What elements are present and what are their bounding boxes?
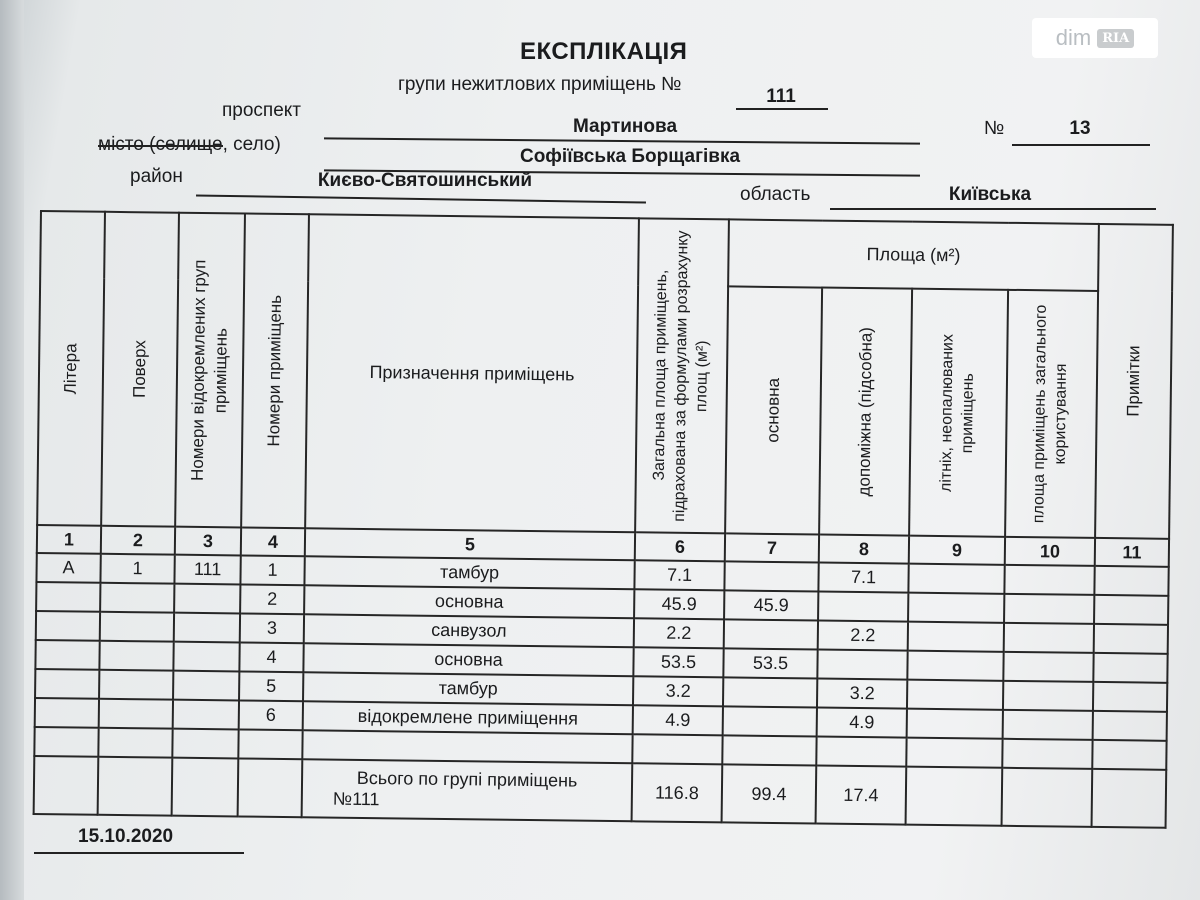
cell-empty (1002, 739, 1092, 769)
column-number: 9 (909, 536, 1005, 565)
region-underline (830, 208, 1156, 210)
cell-empty (238, 758, 303, 817)
district-underline (196, 194, 646, 203)
totals-main: 99.4 (722, 764, 817, 823)
cell-total: 7.1 (634, 560, 724, 590)
column-number: 4 (241, 527, 305, 556)
cell-empty (98, 757, 173, 816)
cell-litera (35, 669, 99, 699)
cell-empty (172, 729, 238, 759)
cell-empty (632, 734, 722, 764)
cell-group (174, 613, 240, 643)
street-no-label: № (984, 118, 1005, 139)
cell-litera (35, 698, 99, 728)
cell-room: 6 (239, 700, 303, 730)
cell-empty (1092, 740, 1166, 770)
cell-floor (99, 641, 173, 671)
cell-litera (36, 611, 100, 641)
cell-main (724, 561, 818, 591)
cell-empty (1004, 565, 1094, 595)
cell-aux: 4.9 (817, 708, 907, 738)
header-groups (175, 213, 245, 528)
header-floor (101, 212, 179, 527)
cell-empty (908, 593, 1004, 623)
cell-empty (1003, 681, 1093, 711)
cell-empty (1093, 711, 1167, 741)
cell-empty (1092, 769, 1167, 828)
street-name: Мартинова (572, 116, 678, 137)
cell-aux: 7.1 (818, 563, 908, 593)
cell-floor (99, 670, 173, 700)
header-aux-text: допоміжна (підсобна) (854, 326, 876, 497)
paper-edge (0, 0, 24, 900)
cell-total: 2.2 (634, 618, 724, 648)
header-notes (1095, 224, 1173, 539)
cell-aux (818, 592, 908, 622)
cell-total: 4.9 (633, 705, 723, 735)
header-total-area-text: Загальна площа приміщень, підрахована за формулами розрахунку площ (м²) (650, 230, 711, 522)
column-number: 2 (101, 526, 175, 555)
column-number: 5 (305, 528, 635, 560)
header-total-area (635, 218, 729, 533)
date-underline (34, 852, 244, 854)
cell-purpose: санвузол (304, 614, 634, 647)
column-number: 6 (635, 532, 725, 561)
column-number: 1 (37, 525, 101, 554)
cell-main (724, 619, 818, 649)
cell-empty (816, 737, 906, 767)
cell-empty (1003, 652, 1093, 682)
cell-purpose: тамбур (303, 672, 633, 705)
column-number: 11 (1095, 538, 1169, 567)
cell-empty (1003, 710, 1093, 740)
watermark-ria: RIA (1097, 29, 1134, 48)
settlement-label-struck (98, 134, 223, 155)
settlement-name: Софіївська Борщагівка (519, 146, 741, 167)
totals-label (302, 759, 633, 821)
cell-empty (302, 730, 632, 763)
cell-litera: А (36, 553, 100, 583)
cell-group (174, 584, 240, 614)
header-aux (819, 288, 912, 536)
cell-total: 45.9 (634, 589, 724, 619)
cell-empty (906, 767, 1003, 826)
cell-floor (100, 612, 174, 642)
document-title: ЕКСПЛІКАЦІЯ (520, 38, 688, 65)
column-number: 7 (725, 533, 819, 562)
cell-room: 4 (239, 642, 303, 672)
cell-floor (100, 583, 174, 613)
header-litera-text: Літера (60, 342, 81, 394)
cell-empty (172, 758, 239, 817)
cell-group: 111 (174, 555, 240, 585)
settlement-label-struck-text: місто (селище (98, 134, 223, 155)
header-groups-text: Номери відокремлених груп приміщень (187, 259, 231, 481)
header-row-top (40, 211, 1173, 292)
cell-purpose: тамбур (304, 556, 634, 589)
settlement-label-rest: , село) (222, 134, 281, 155)
group-underline (736, 108, 828, 110)
cell-empty (34, 727, 98, 757)
cell-main: 45.9 (724, 590, 818, 620)
header-main (725, 287, 822, 535)
header-common (1005, 290, 1098, 538)
header-floor-text: Поверх (129, 340, 150, 399)
cell-purpose: відокремлене приміщення (303, 701, 633, 734)
cell-empty (908, 622, 1004, 652)
column-number: 10 (1005, 537, 1095, 566)
street-no: 13 (1069, 118, 1091, 139)
cell-empty (1094, 566, 1168, 596)
cell-purpose: основна (304, 585, 634, 618)
cell-empty (238, 729, 302, 759)
cell-main: 53.5 (723, 648, 817, 678)
cell-empty (908, 564, 1004, 594)
totals-label-line2: №111 (332, 788, 380, 810)
cell-empty (906, 738, 1002, 768)
column-number: 8 (819, 535, 909, 564)
header-rooms-text: Номери приміщень (264, 294, 285, 447)
cell-empty (1004, 623, 1094, 653)
street-type-label: проспект (222, 100, 302, 121)
district-name: Києво-Святошинський (317, 170, 533, 191)
cell-empty (1094, 595, 1168, 625)
cell-empty (1093, 653, 1167, 683)
header-rooms (241, 214, 309, 529)
cell-room: 2 (240, 584, 304, 614)
region-name: Київська (948, 184, 1032, 205)
cell-empty (907, 651, 1003, 681)
cell-empty (34, 756, 99, 815)
header-notes-text: Примітки (1123, 345, 1144, 418)
cell-litera (35, 640, 99, 670)
strike-line (98, 145, 223, 147)
cell-group (173, 700, 239, 730)
cell-purpose: основна (303, 643, 633, 676)
cell-empty (907, 680, 1003, 710)
totals-total: 116.8 (632, 763, 723, 822)
header-summer-text: літніх, неопалюваних приміщень (937, 333, 978, 492)
watermark-logo (1032, 18, 1158, 58)
watermark-dim: dim (1055, 25, 1092, 50)
settlement-label (98, 134, 281, 156)
header-litera (37, 211, 105, 526)
cell-floor (99, 699, 173, 729)
totals-label-line1: Всього по групі приміщень (356, 767, 578, 791)
cell-room: 1 (240, 555, 304, 585)
cell-empty (98, 728, 172, 758)
cell-group (173, 642, 239, 672)
group-label: групи нежитлових приміщень № (398, 74, 682, 95)
cell-floor: 1 (100, 554, 174, 584)
totals-aux: 17.4 (816, 766, 907, 825)
header-main-text: основна (763, 378, 783, 444)
header-purpose: Призначення приміщень (305, 214, 639, 532)
cell-litera (36, 582, 100, 612)
cell-empty (722, 735, 816, 765)
district-label: район (130, 166, 183, 187)
cell-total: 53.5 (633, 647, 723, 677)
street-no-underline (1012, 144, 1150, 146)
cell-empty (1094, 624, 1168, 654)
cell-room: 5 (239, 671, 303, 701)
cell-empty (907, 709, 1003, 739)
totals-row (34, 756, 1167, 828)
cell-main (723, 706, 817, 736)
column-number: 3 (175, 527, 241, 556)
cell-aux: 3.2 (817, 679, 907, 709)
header-summer (909, 289, 1008, 537)
cell-main (723, 677, 817, 707)
region-label: область (740, 184, 811, 205)
header-area-group: Площа (м²) (728, 219, 1099, 291)
cell-empty (1004, 594, 1094, 624)
header-common-text: площа приміщень загального користування (1030, 304, 1071, 524)
cell-empty (1002, 768, 1093, 827)
explication-table (33, 210, 1174, 829)
cell-total: 3.2 (633, 676, 723, 706)
cell-room: 3 (240, 613, 304, 643)
document-date: 15.10.2020 (78, 826, 174, 847)
group-number: 111 (766, 86, 796, 107)
cell-aux (817, 650, 907, 680)
street-underline (324, 137, 920, 144)
cell-empty (1093, 682, 1167, 712)
cell-group (173, 671, 239, 701)
cell-aux: 2.2 (818, 621, 908, 651)
